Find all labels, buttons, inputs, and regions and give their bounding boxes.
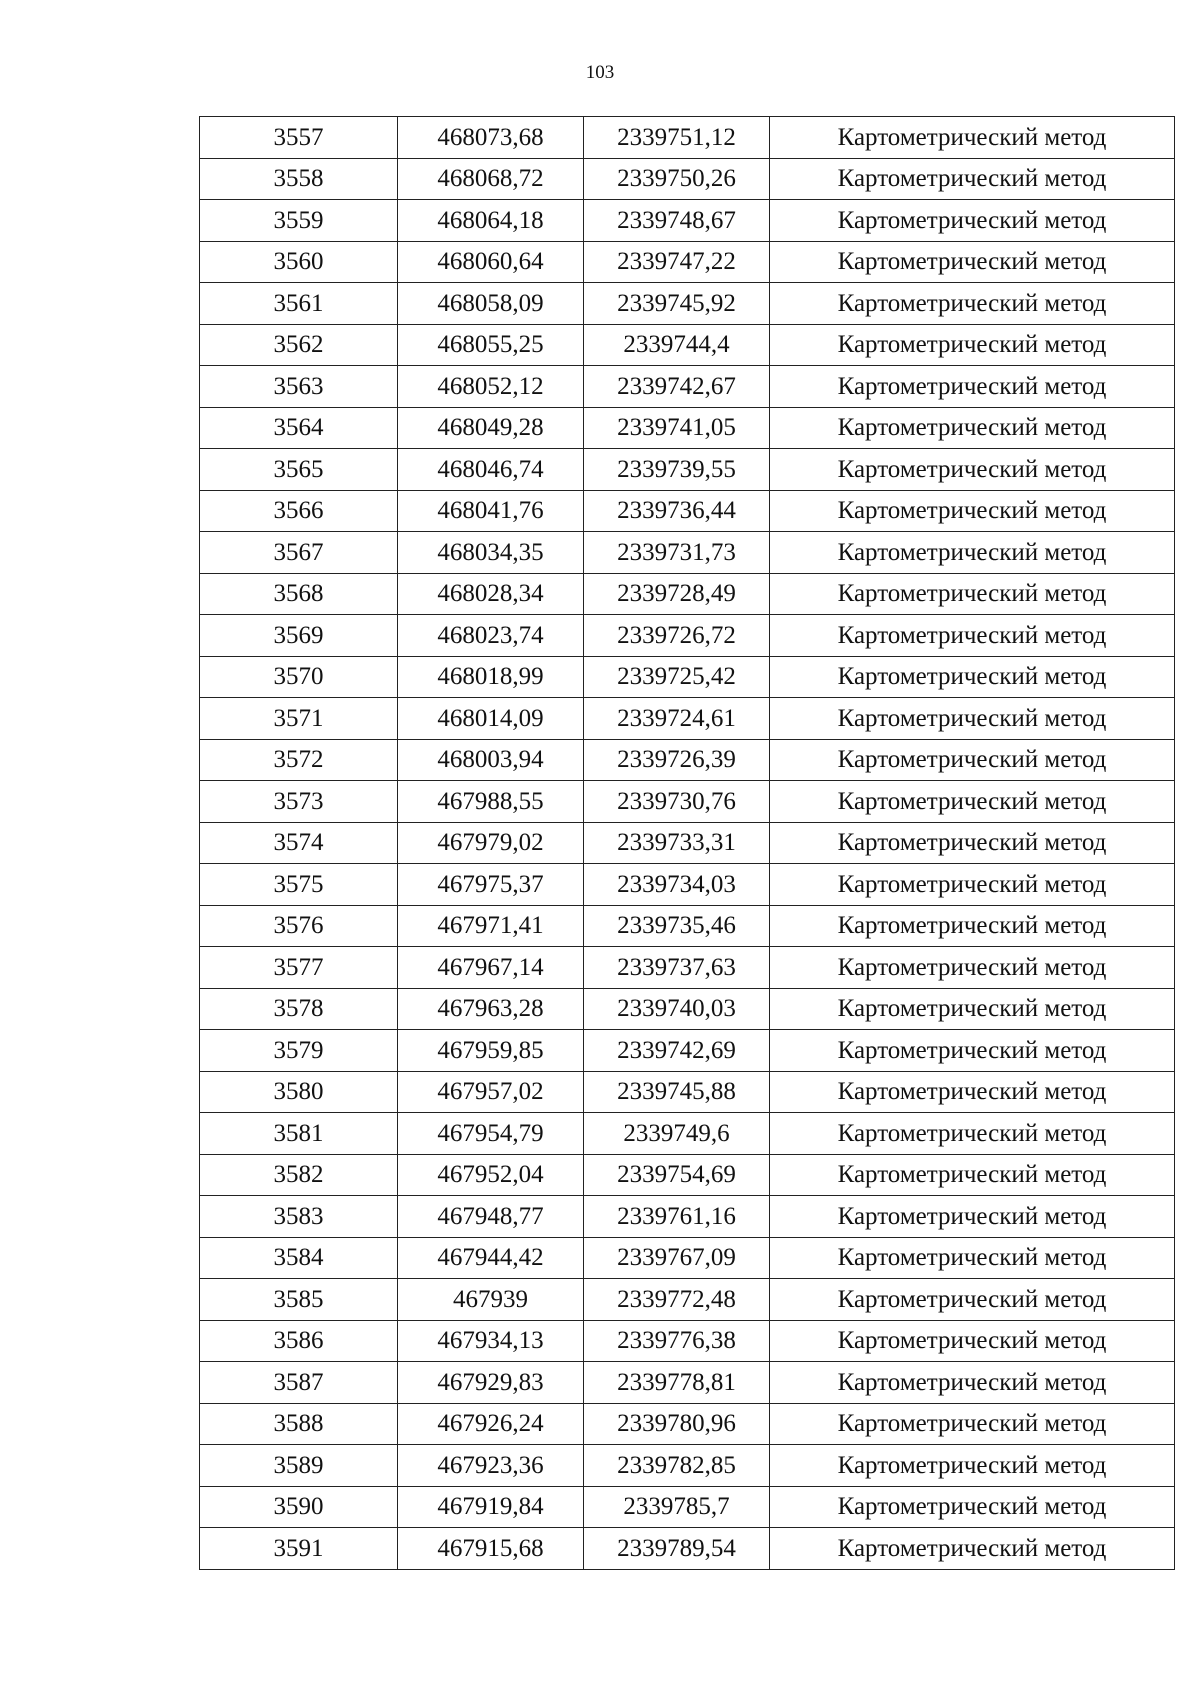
x-coordinate-cell: 467934,13 [398, 1320, 584, 1362]
point-number-cell: 3584 [200, 1237, 398, 1279]
x-coordinate-cell: 468064,18 [398, 200, 584, 242]
table-row [200, 1320, 1175, 1362]
method-cell: Картометрический метод [770, 1403, 1175, 1445]
x-coordinate-cell: 467959,85 [398, 1030, 584, 1072]
table-row [200, 324, 1175, 366]
y-coordinate-cell: 2339728,49 [584, 573, 770, 615]
method-cell: Картометрический метод [770, 1320, 1175, 1362]
table-row [200, 1237, 1175, 1279]
point-number-cell: 3585 [200, 1279, 398, 1321]
x-coordinate-cell: 467975,37 [398, 864, 584, 906]
point-number-cell: 3564 [200, 407, 398, 449]
x-coordinate-cell: 468041,76 [398, 490, 584, 532]
x-coordinate-cell: 468055,25 [398, 324, 584, 366]
point-number-cell: 3558 [200, 158, 398, 200]
y-coordinate-cell: 2339737,63 [584, 947, 770, 989]
point-number-cell: 3559 [200, 200, 398, 242]
table-row [200, 781, 1175, 823]
y-coordinate-cell: 2339742,69 [584, 1030, 770, 1072]
table-row [200, 739, 1175, 781]
table-row [200, 947, 1175, 989]
table-row [200, 1528, 1175, 1570]
table-row [200, 490, 1175, 532]
method-cell: Картометрический метод [770, 615, 1175, 657]
y-coordinate-cell: 2339742,67 [584, 366, 770, 408]
x-coordinate-cell: 467967,14 [398, 947, 584, 989]
method-cell: Картометрический метод [770, 739, 1175, 781]
table-row [200, 1113, 1175, 1155]
x-coordinate-cell: 467929,83 [398, 1362, 584, 1404]
x-coordinate-cell: 468046,74 [398, 449, 584, 491]
method-cell: Картометрический метод [770, 573, 1175, 615]
method-cell: Картометрический метод [770, 1237, 1175, 1279]
point-number-cell: 3571 [200, 698, 398, 740]
method-cell: Картометрический метод [770, 1528, 1175, 1570]
x-coordinate-cell: 468014,09 [398, 698, 584, 740]
y-coordinate-cell: 2339761,16 [584, 1196, 770, 1238]
y-coordinate-cell: 2339744,4 [584, 324, 770, 366]
method-cell: Картометрический метод [770, 1030, 1175, 1072]
x-coordinate-cell: 468058,09 [398, 283, 584, 325]
table-row [200, 988, 1175, 1030]
y-coordinate-cell: 2339724,61 [584, 698, 770, 740]
point-number-cell: 3581 [200, 1113, 398, 1155]
table-row [200, 656, 1175, 698]
point-number-cell: 3580 [200, 1071, 398, 1113]
point-number-cell: 3589 [200, 1445, 398, 1487]
method-cell: Картометрический метод [770, 781, 1175, 823]
table-row [200, 1279, 1175, 1321]
y-coordinate-cell: 2339726,72 [584, 615, 770, 657]
method-cell: Картометрический метод [770, 200, 1175, 242]
method-cell: Картометрический метод [770, 698, 1175, 740]
method-cell: Картометрический метод [770, 324, 1175, 366]
x-coordinate-cell: 468034,35 [398, 532, 584, 574]
table-row [200, 366, 1175, 408]
y-coordinate-cell: 2339733,31 [584, 822, 770, 864]
point-number-cell: 3570 [200, 656, 398, 698]
x-coordinate-cell: 468028,34 [398, 573, 584, 615]
y-coordinate-cell: 2339740,03 [584, 988, 770, 1030]
table-row [200, 117, 1175, 159]
x-coordinate-cell: 468003,94 [398, 739, 584, 781]
point-number-cell: 3588 [200, 1403, 398, 1445]
y-coordinate-cell: 2339772,48 [584, 1279, 770, 1321]
y-coordinate-cell: 2339731,73 [584, 532, 770, 574]
coordinates-table [199, 116, 1175, 1570]
table-row [200, 1154, 1175, 1196]
point-number-cell: 3575 [200, 864, 398, 906]
x-coordinate-cell: 467948,77 [398, 1196, 584, 1238]
table-row [200, 822, 1175, 864]
x-coordinate-cell: 467923,36 [398, 1445, 584, 1487]
method-cell: Картометрический метод [770, 947, 1175, 989]
y-coordinate-cell: 2339749,6 [584, 1113, 770, 1155]
method-cell: Картометрический метод [770, 117, 1175, 159]
method-cell: Картометрический метод [770, 283, 1175, 325]
method-cell: Картометрический метод [770, 407, 1175, 449]
point-number-cell: 3560 [200, 241, 398, 283]
table-row [200, 1362, 1175, 1404]
table-row [200, 158, 1175, 200]
method-cell: Картометрический метод [770, 822, 1175, 864]
y-coordinate-cell: 2339747,22 [584, 241, 770, 283]
y-coordinate-cell: 2339754,69 [584, 1154, 770, 1196]
method-cell: Картометрический метод [770, 449, 1175, 491]
table-row [200, 864, 1175, 906]
y-coordinate-cell: 2339739,55 [584, 449, 770, 491]
table-row [200, 1403, 1175, 1445]
point-number-cell: 3562 [200, 324, 398, 366]
table-row [200, 573, 1175, 615]
y-coordinate-cell: 2339751,12 [584, 117, 770, 159]
x-coordinate-cell: 467979,02 [398, 822, 584, 864]
method-cell: Картометрический метод [770, 1113, 1175, 1155]
point-number-cell: 3576 [200, 905, 398, 947]
x-coordinate-cell: 468023,74 [398, 615, 584, 657]
y-coordinate-cell: 2339736,44 [584, 490, 770, 532]
point-number-cell: 3586 [200, 1320, 398, 1362]
y-coordinate-cell: 2339750,26 [584, 158, 770, 200]
y-coordinate-cell: 2339734,03 [584, 864, 770, 906]
method-cell: Картометрический метод [770, 366, 1175, 408]
x-coordinate-cell: 467988,55 [398, 781, 584, 823]
x-coordinate-cell: 467919,84 [398, 1486, 584, 1528]
y-coordinate-cell: 2339778,81 [584, 1362, 770, 1404]
y-coordinate-cell: 2339725,42 [584, 656, 770, 698]
point-number-cell: 3577 [200, 947, 398, 989]
y-coordinate-cell: 2339789,54 [584, 1528, 770, 1570]
x-coordinate-cell: 468052,12 [398, 366, 584, 408]
x-coordinate-cell: 467957,02 [398, 1071, 584, 1113]
y-coordinate-cell: 2339780,96 [584, 1403, 770, 1445]
table-row [200, 1486, 1175, 1528]
y-coordinate-cell: 2339735,46 [584, 905, 770, 947]
point-number-cell: 3574 [200, 822, 398, 864]
table-row [200, 407, 1175, 449]
table-row [200, 200, 1175, 242]
table-row [200, 449, 1175, 491]
point-number-cell: 3563 [200, 366, 398, 408]
x-coordinate-cell: 467939 [398, 1279, 584, 1321]
point-number-cell: 3583 [200, 1196, 398, 1238]
method-cell: Картометрический метод [770, 1445, 1175, 1487]
table-row [200, 241, 1175, 283]
method-cell: Картометрический метод [770, 656, 1175, 698]
y-coordinate-cell: 2339745,92 [584, 283, 770, 325]
x-coordinate-cell: 467926,24 [398, 1403, 584, 1445]
method-cell: Картометрический метод [770, 1362, 1175, 1404]
point-number-cell: 3590 [200, 1486, 398, 1528]
table-row [200, 1030, 1175, 1072]
x-coordinate-cell: 468068,72 [398, 158, 584, 200]
method-cell: Картометрический метод [770, 1196, 1175, 1238]
y-coordinate-cell: 2339767,09 [584, 1237, 770, 1279]
x-coordinate-cell: 467952,04 [398, 1154, 584, 1196]
table-row [200, 1445, 1175, 1487]
table-row [200, 1196, 1175, 1238]
y-coordinate-cell: 2339726,39 [584, 739, 770, 781]
y-coordinate-cell: 2339745,88 [584, 1071, 770, 1113]
method-cell: Картометрический метод [770, 988, 1175, 1030]
x-coordinate-cell: 467915,68 [398, 1528, 584, 1570]
y-coordinate-cell: 2339730,76 [584, 781, 770, 823]
table-row [200, 615, 1175, 657]
method-cell: Картометрический метод [770, 241, 1175, 283]
page-number: 103 [585, 62, 615, 83]
method-cell: Картометрический метод [770, 532, 1175, 574]
x-coordinate-cell: 467954,79 [398, 1113, 584, 1155]
point-number-cell: 3561 [200, 283, 398, 325]
method-cell: Картометрический метод [770, 158, 1175, 200]
x-coordinate-cell: 468018,99 [398, 656, 584, 698]
point-number-cell: 3578 [200, 988, 398, 1030]
point-number-cell: 3565 [200, 449, 398, 491]
method-cell: Картометрический метод [770, 905, 1175, 947]
point-number-cell: 3557 [200, 117, 398, 159]
y-coordinate-cell: 2339782,85 [584, 1445, 770, 1487]
table-row [200, 532, 1175, 574]
y-coordinate-cell: 2339785,7 [584, 1486, 770, 1528]
point-number-cell: 3567 [200, 532, 398, 574]
point-number-cell: 3591 [200, 1528, 398, 1570]
point-number-cell: 3569 [200, 615, 398, 657]
method-cell: Картометрический метод [770, 1154, 1175, 1196]
table-row [200, 1071, 1175, 1113]
y-coordinate-cell: 2339776,38 [584, 1320, 770, 1362]
method-cell: Картометрический метод [770, 864, 1175, 906]
x-coordinate-cell: 468049,28 [398, 407, 584, 449]
point-number-cell: 3568 [200, 573, 398, 615]
point-number-cell: 3573 [200, 781, 398, 823]
point-number-cell: 3582 [200, 1154, 398, 1196]
x-coordinate-cell: 467944,42 [398, 1237, 584, 1279]
x-coordinate-cell: 467971,41 [398, 905, 584, 947]
point-number-cell: 3566 [200, 490, 398, 532]
method-cell: Картометрический метод [770, 1279, 1175, 1321]
point-number-cell: 3579 [200, 1030, 398, 1072]
table-row [200, 283, 1175, 325]
table-row [200, 698, 1175, 740]
point-number-cell: 3572 [200, 739, 398, 781]
method-cell: Картометрический метод [770, 490, 1175, 532]
coordinates-table-body [200, 117, 1175, 1570]
x-coordinate-cell: 467963,28 [398, 988, 584, 1030]
method-cell: Картометрический метод [770, 1486, 1175, 1528]
method-cell: Картометрический метод [770, 1071, 1175, 1113]
point-number-cell: 3587 [200, 1362, 398, 1404]
y-coordinate-cell: 2339748,67 [584, 200, 770, 242]
table-row [200, 905, 1175, 947]
x-coordinate-cell: 468073,68 [398, 117, 584, 159]
y-coordinate-cell: 2339741,05 [584, 407, 770, 449]
x-coordinate-cell: 468060,64 [398, 241, 584, 283]
